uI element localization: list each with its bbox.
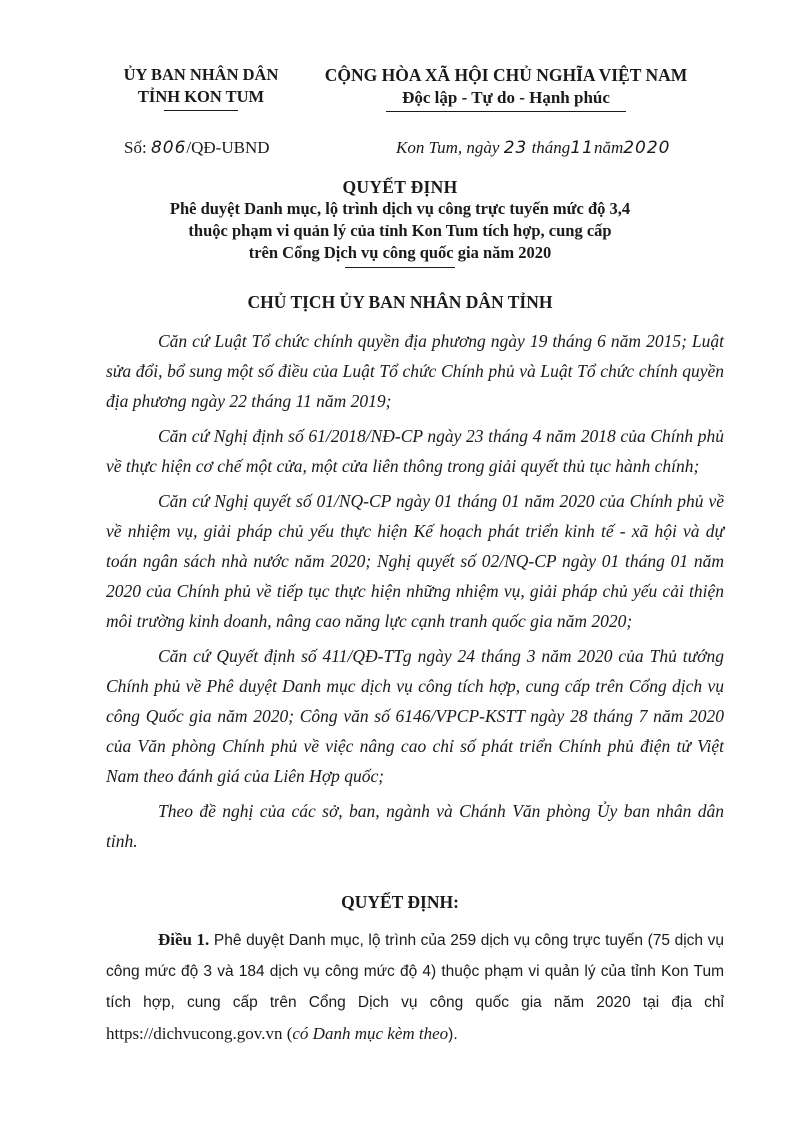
basis-paragraph: Theo đề nghị của các sở, ban, ngành và Chánh Văn phòng Ủy ban nhân dân tỉnh. [106, 801, 724, 851]
basis-paragraph: Căn cứ Nghị định số 61/2018/NĐ-CP ngày 23 tháng 4 năm 2018 của Chính phủ về thực hiện cơ chế một cửa, một cửa liên thông trong giải quyết thủ tục hành chính; [106, 426, 724, 476]
authority-heading: CHỦ TỊCH ỦY BAN NHÂN DÂN TỈNH [247, 292, 553, 312]
document-title [100, 176, 700, 268]
legal-basis [106, 326, 724, 861]
issuing-agency [96, 64, 306, 111]
title-underline [345, 267, 455, 268]
portal-url: https://dichvucong.gov.vn [106, 1024, 283, 1043]
article-1-note: có Danh mục kèm theo [292, 1024, 449, 1043]
agency-line-2: TỈNH KON TUM [137, 87, 265, 106]
doc-number-handwritten: 806 [150, 138, 187, 158]
date-year-word: năm [593, 138, 624, 157]
decision-heading: QUYẾT ĐỊNH: [341, 892, 459, 912]
title-line-1: Phê duyệt Danh mục, lộ trình dịch vụ công trực tuyến mức độ 3,4 [169, 199, 631, 218]
doc-type: QUYẾT ĐỊNH [342, 177, 458, 197]
basis-paragraph: Căn cứ Nghị quyết số 01/NQ-CP ngày 01 tháng 01 năm 2020 của Chính phủ về về nhiệm vụ, giải pháp chủ yếu thực hiện Kế hoạch phát triển kinh tế - xã hội và dự toán ngân sách nhà nước năm 2020; Nghị quyết số 02/NQ-CP ngày 01 tháng 01 năm 2020 của Chính phủ về tiếp tục thực hiện những nhiệm vụ, giải pháp chủ yếu cải thiện môi trường kinh doanh, nâng cao năng lực cạnh tranh quốc gia năm 2020; [106, 491, 724, 631]
national-header [308, 64, 704, 112]
date-month-word: tháng [531, 138, 571, 157]
article-1-close: ). [448, 1026, 458, 1043]
date-day: 23 [503, 138, 528, 158]
date-year: 2020 [623, 138, 671, 158]
national-motto: Độc lập - Tự do - Hạnh phúc [402, 88, 610, 107]
country-name: CỘNG HÒA XÃ HỘI CHỦ NGHĨA VIỆT NAM [324, 65, 688, 85]
doc-number-suffix: /QĐ-UBND [186, 138, 270, 157]
date-month: 11 [570, 138, 594, 158]
issue-date [396, 138, 671, 158]
title-line-3: trên Cổng Dịch vụ công quốc gia năm 2020 [248, 243, 552, 262]
article-1-paren: ( [282, 1024, 293, 1043]
agency-line-1: ỦY BAN NHÂN DÂN [123, 65, 279, 84]
document-number [124, 138, 270, 158]
agency-underline [164, 110, 238, 111]
date-place: Kon Tum, ngày [396, 138, 500, 157]
basis-paragraph: Căn cứ Quyết định số 411/QĐ-TTg ngày 24 tháng 3 năm 2020 của Thủ tướng Chính phủ về Phê duyệt Danh mục dịch vụ công tích hợp, cung cấp trên Cổng dịch vụ công Quốc gia năm 2020; Công văn số 6146/VPCP-KSTT ngày 28 tháng 7 năm 2020 của Văn phòng Chính phủ về việc nâng cao chỉ số phát triển Chính phủ điện tử Việt Nam theo đánh giá của Liên Hợp quốc; [106, 646, 724, 786]
motto-underline [386, 111, 626, 112]
article-1-text: Phê duyệt Danh mục, lộ trình của 259 dịch vụ công trực tuyến (75 dịch vụ công mức độ 3 và 184 dịch vụ công mức độ 4) thuộc phạm vi quản lý của tỉnh Kon Tum tích hợp, cung cấp trên Cổng Dịch vụ công quốc gia năm 2020 tại địa chỉ [106, 932, 725, 1011]
article-1 [106, 924, 724, 1050]
basis-paragraph: Căn cứ Luật Tổ chức chính quyền địa phương ngày 19 tháng 6 năm 2015; Luật sửa đổi, bổ sung một số điều của Luật Tổ chức Chính phủ và Luật Tổ chức chính quyền địa phương ngày 22 tháng 11 năm 2019; [106, 331, 724, 411]
doc-number-prefix: Số: [124, 138, 147, 157]
title-line-2: thuộc phạm vi quản lý của tỉnh Kon Tum tích hợp, cung cấp [188, 221, 612, 240]
article-1-label: Điều 1. [158, 930, 210, 949]
